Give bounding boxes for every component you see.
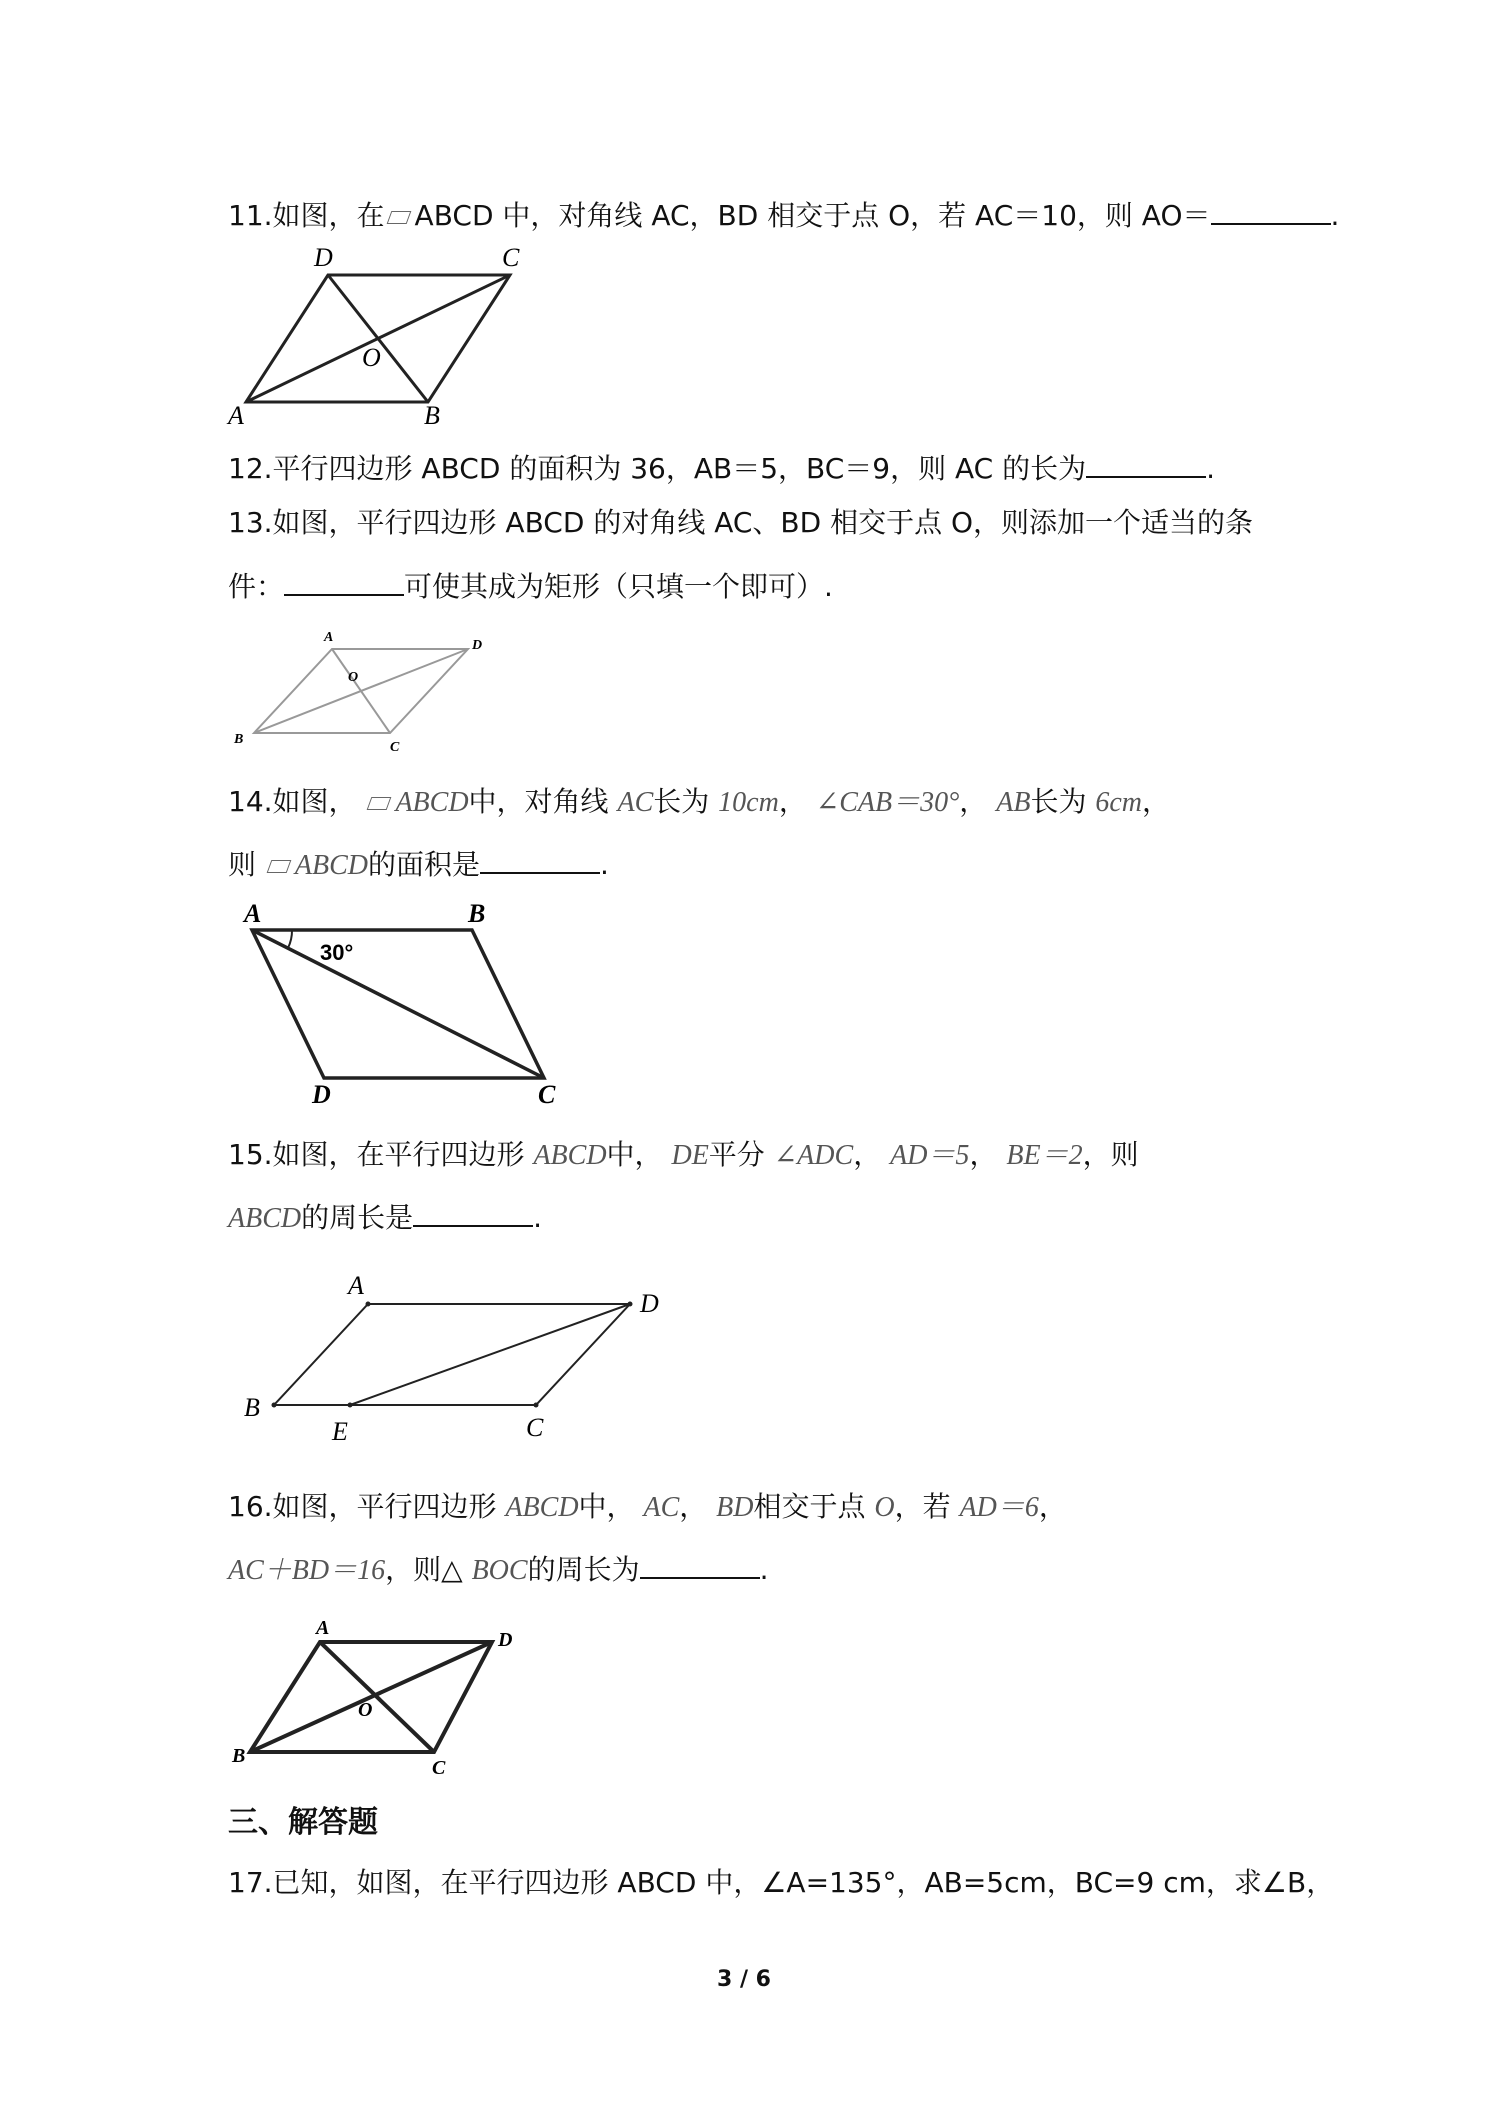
fig16-label-d: D	[498, 1629, 513, 1651]
parallelogram-icon	[267, 860, 292, 873]
q14-line2	[228, 842, 1268, 886]
fig13-label-o: O	[348, 670, 359, 685]
q16-pre: 16.如图，平行四边形	[228, 1490, 497, 1523]
q15-ad: AD＝5	[890, 1140, 970, 1171]
q12-answer-blank[interactable]	[1086, 446, 1206, 478]
figure-13	[228, 625, 508, 755]
q13-line2	[228, 564, 1268, 607]
q14-t4: ，	[959, 785, 988, 818]
q14-v2: 6cm	[1095, 787, 1143, 818]
fig15-label-c: C	[526, 1413, 544, 1442]
q14-abcd: ABCD	[395, 787, 469, 818]
fig14-angle-label: 30°	[320, 940, 354, 965]
fig16-label-o: O	[358, 1699, 373, 1721]
q16-line2-mid: ，则△	[385, 1553, 463, 1586]
fig14-label-b: B	[468, 899, 486, 928]
q15-t4: ，	[969, 1138, 998, 1171]
q14-line2-post: 的面积是	[368, 848, 481, 881]
q15-line2-post: 的周长是	[301, 1201, 414, 1234]
fig15-label-a: A	[348, 1271, 364, 1300]
q14-pre: 14.如图，	[228, 785, 357, 818]
fig15-label-e: E	[332, 1417, 348, 1446]
q16-line2-post: 的周长为	[527, 1553, 640, 1586]
q17-body: 17.已知，如图，在平行四边形 ABCD 中，∠A=135°，AB=5cm，BC=9 cm，求∠B，	[228, 1866, 1335, 1899]
q14-line2-abcd: ABCD	[294, 850, 369, 881]
q12-text	[228, 446, 1268, 489]
fig16-label-c: C	[432, 1757, 446, 1779]
q12-end: .	[1206, 452, 1216, 485]
q16-o: O	[874, 1492, 895, 1523]
q16-t2: ，	[679, 1490, 708, 1523]
fig15-point-c	[534, 1403, 539, 1408]
parallelogram-icon	[386, 211, 411, 224]
fig14-label-a: A	[244, 899, 262, 928]
q16-t1: 中，	[578, 1490, 635, 1523]
figure-15	[228, 1268, 688, 1446]
q15-t2: 平分	[708, 1138, 765, 1171]
q13-line1	[228, 503, 1268, 543]
fig11-label-o: O	[362, 343, 381, 372]
q16-bd: BD	[716, 1492, 754, 1523]
q13-body2-pre: 件：	[228, 570, 285, 603]
q15-t1: 中，	[606, 1138, 663, 1171]
fig13-label-b: B	[234, 732, 244, 747]
fig15-point-b	[272, 1403, 277, 1408]
q15-line1	[228, 1135, 1268, 1176]
q16-line2-math: AC＋BD＝16	[228, 1555, 386, 1586]
q15-answer-blank[interactable]	[413, 1195, 533, 1227]
q15-de: DE	[671, 1140, 709, 1171]
q14-answer-blank[interactable]	[480, 842, 600, 874]
fig11-label-d: D	[314, 243, 333, 272]
q16-t5: ，	[1038, 1490, 1067, 1523]
fig14-label-d: D	[312, 1080, 331, 1109]
fig13-label-a: A	[324, 630, 334, 645]
q11-text	[228, 193, 1340, 236]
q16-line1	[228, 1487, 1268, 1528]
q12-body: 12.平行四边形 ABCD 的面积为 36，AB＝5，BC＝9，则 AC 的长为	[228, 452, 1087, 485]
q14-t2: 长为	[653, 785, 710, 818]
fig16-label-a: A	[316, 1617, 330, 1639]
q16-end: .	[759, 1553, 769, 1586]
q16-line2	[228, 1547, 1268, 1591]
fig11-diagonal-bd	[328, 275, 428, 402]
q14-ab: AB	[996, 787, 1031, 818]
fig13-label-d: D	[472, 638, 483, 653]
q14-t3: ，	[778, 785, 807, 818]
fig11-label-b: B	[424, 401, 440, 430]
q11-end: .	[1330, 199, 1340, 232]
fig16-diagonal-ac	[320, 1642, 434, 1752]
fig11-label-c: C	[502, 243, 520, 272]
q14-t1: 中，对角线	[468, 785, 609, 818]
q13-body2-post: 可使其成为矩形（只填一个即可）.	[404, 570, 833, 603]
q16-abcd: ABCD	[505, 1492, 579, 1523]
q16-t3: 相交于点	[753, 1490, 866, 1523]
q16-ac: AC	[643, 1492, 680, 1523]
fig14-diagonal-ac	[252, 930, 544, 1078]
fig15-point-e	[348, 1403, 353, 1408]
q17-text	[228, 1863, 1335, 1903]
q15-t3: ，	[853, 1138, 882, 1171]
q11-body: ABCD 中，对角线 AC，BD 相交于点 O，若 AC＝10，则 AO＝	[414, 199, 1211, 232]
section-heading: 三、解答题	[228, 1805, 378, 1840]
q15-abcd: ABCD	[533, 1140, 607, 1171]
q11-num: 11.	[228, 199, 273, 232]
q14-ac: AC	[617, 787, 654, 818]
q15-angle: ∠ADC	[773, 1140, 854, 1171]
fig11-label-a: A	[228, 401, 244, 430]
q13-answer-blank[interactable]	[284, 564, 404, 596]
q13-body1: 13.如图，平行四边形 ABCD 的对角线 AC、BD 相交于点 O，则添加一个适当的条	[228, 506, 1254, 539]
q11-answer-blank[interactable]	[1211, 193, 1331, 225]
q14-line1	[228, 782, 1268, 823]
q14-v1: 10cm	[718, 787, 779, 818]
q11-pre: 如图，在	[272, 199, 385, 232]
q16-ad: AD＝6	[959, 1492, 1039, 1523]
parallelogram-icon	[367, 797, 392, 810]
q14-line2-pre: 则	[228, 848, 257, 881]
figure-16	[228, 1612, 538, 1777]
fig13-label-c: C	[390, 740, 400, 755]
fig15-label-b: B	[244, 1393, 260, 1422]
q14-end: .	[600, 848, 609, 881]
fig15-point-a	[366, 1302, 371, 1307]
page-number: 3 / 6	[717, 1967, 771, 1992]
fig13-diagonal-bd	[254, 649, 468, 733]
fig14-label-c: C	[538, 1080, 556, 1109]
q15-line2-abcd: ABCD	[228, 1203, 302, 1234]
q15-t5: ，则	[1082, 1138, 1139, 1171]
fig16-label-b: B	[232, 1745, 246, 1767]
q14-t6: ，	[1142, 785, 1171, 818]
fig14-angle-arc	[288, 930, 292, 948]
fig15-point-d	[628, 1302, 633, 1307]
q14-angle: ∠CAB＝30°	[815, 787, 960, 818]
figure-11	[228, 243, 528, 430]
figure-14	[228, 900, 568, 1110]
q16-t4: ，若	[894, 1490, 951, 1523]
q14-t5: 长为	[1030, 785, 1087, 818]
q16-boc: BOC	[471, 1555, 528, 1586]
q15-line2	[228, 1195, 1268, 1239]
q15-be: BE＝2	[1006, 1140, 1083, 1171]
fig15-parallelogram	[274, 1304, 630, 1405]
q16-answer-blank[interactable]	[640, 1547, 760, 1579]
fig15-segment-de	[350, 1304, 630, 1405]
q15-pre: 15.如图，在平行四边形	[228, 1138, 525, 1171]
fig15-label-d: D	[640, 1289, 659, 1318]
q15-end: .	[533, 1201, 543, 1234]
